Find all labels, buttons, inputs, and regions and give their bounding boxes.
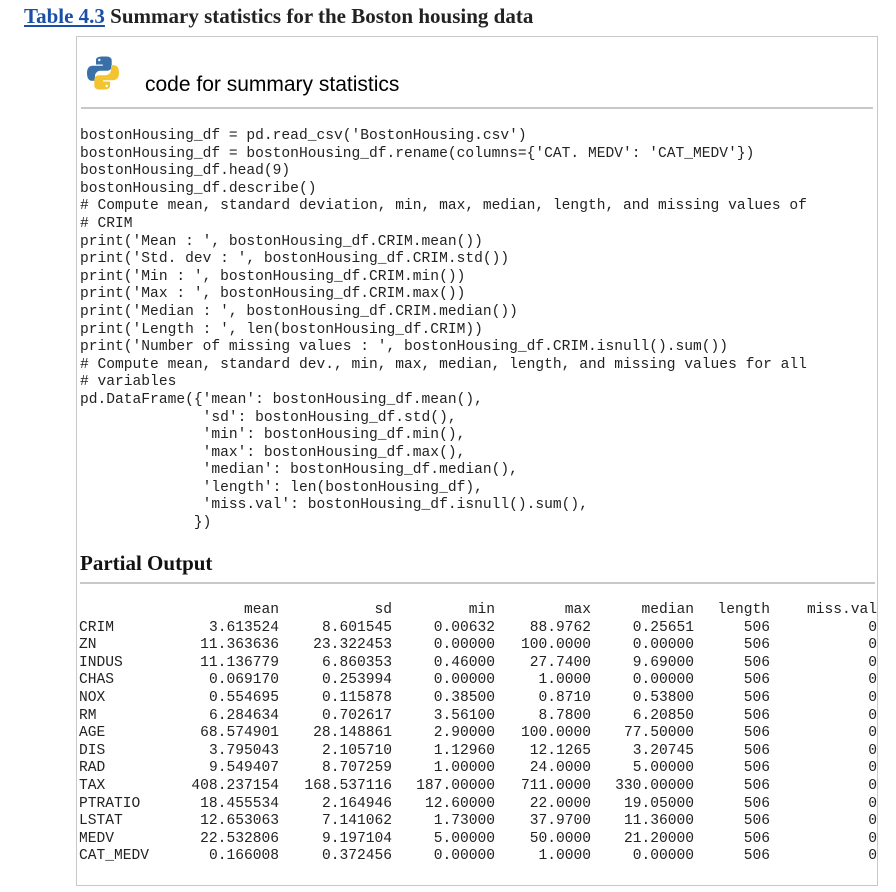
output-header-row [79, 602, 877, 620]
cell-min: 1.73000 [433, 813, 495, 830]
code-line: 'length': len(bostonHousing_df), [80, 479, 483, 496]
row-label: ZN [79, 637, 97, 654]
cell-min: 5.00000 [433, 830, 495, 847]
cell-length: 506 [743, 760, 770, 777]
cell-length: 506 [743, 707, 770, 724]
cell-miss-val: 0 [868, 795, 877, 812]
cell-miss-val: 0 [868, 742, 877, 759]
cell-median: 0.53800 [632, 689, 694, 706]
row-label-header [79, 602, 175, 620]
cell-sd: 168.537116 [304, 777, 392, 794]
code-line: }) [80, 515, 212, 532]
cell-median: 9.69000 [632, 654, 694, 671]
row-label: CAT_MEDV [79, 848, 150, 865]
table-row [79, 655, 877, 673]
cell-miss-val: 0 [868, 689, 877, 706]
row-label: PTRATIO [79, 795, 141, 812]
row-label: RAD [79, 760, 106, 777]
cell-length: 506 [743, 619, 770, 636]
cell-length: 506 [743, 689, 770, 706]
row-label: LSTAT [79, 813, 123, 830]
cell-length: 506 [743, 777, 770, 794]
row-label: CRIM [79, 619, 115, 636]
row-label: AGE [79, 725, 106, 742]
cell-sd: 8.601545 [321, 619, 392, 636]
cell-length: 506 [743, 637, 770, 654]
cell-median: 77.50000 [623, 725, 694, 742]
cell-mean: 0.554695 [208, 689, 279, 706]
code-line: print('Mean : ', bostonHousing_df.CRIM.mean()) [80, 233, 483, 250]
cell-median: 21.20000 [623, 830, 694, 847]
cell-median: 19.05000 [623, 795, 694, 812]
column-header-mean: mean [243, 602, 279, 618]
column-header-length: length [717, 602, 770, 618]
table-row [79, 637, 877, 655]
cell-miss-val: 0 [868, 830, 877, 847]
cell-min: 0.00000 [433, 637, 495, 654]
cell-sd: 8.707259 [321, 760, 392, 777]
table-row [79, 813, 877, 831]
row-label: NOX [79, 689, 106, 706]
cell-mean: 408.237154 [191, 777, 279, 794]
code-line: 'max': bostonHousing_df.max(), [80, 444, 466, 461]
row-label: INDUS [79, 654, 123, 671]
table-number-link[interactable]: Table 4.3 [24, 4, 105, 28]
cell-mean: 0.166008 [208, 848, 279, 865]
cell-max: 8.7800 [538, 707, 591, 724]
cell-sd: 2.105710 [321, 742, 392, 759]
code-line: print('Number of missing values : ', bostonHousing_df.CRIM.isnull().sum()) [80, 339, 729, 356]
cell-mean: 22.532806 [200, 830, 279, 847]
row-label: TAX [79, 777, 106, 794]
cell-mean: 11.136779 [200, 654, 279, 671]
cell-median: 5.00000 [632, 760, 694, 777]
cell-mean: 9.549407 [208, 760, 279, 777]
cell-mean: 12.653063 [200, 813, 279, 830]
cell-min: 0.38500 [433, 689, 495, 706]
table-row [79, 831, 877, 849]
cell-min: 0.00000 [433, 848, 495, 865]
python-logo-icon [85, 55, 121, 91]
code-comment: # Compute mean, standard dev., min, max, median, length, and missing values for all [80, 356, 807, 373]
cell-miss-val: 0 [868, 619, 877, 636]
code-header [81, 53, 873, 109]
cell-median: 6.20850 [632, 707, 694, 724]
cell-max: 12.1265 [529, 742, 591, 759]
cell-sd: 28.148861 [313, 725, 392, 742]
cell-miss-val: 0 [868, 813, 877, 830]
cell-median: 0.00000 [632, 848, 694, 865]
cell-max: 50.0000 [529, 830, 591, 847]
code-header-title: code for summary statistics [145, 73, 400, 96]
row-label: RM [79, 707, 97, 724]
cell-median: 11.36000 [623, 813, 694, 830]
code-comment: # variables [80, 374, 177, 391]
cell-median: 3.20745 [632, 742, 694, 759]
code-line: 'miss.val': bostonHousing_df.isnull().sum(), [80, 497, 588, 514]
cell-mean: 11.363636 [200, 637, 279, 654]
cell-sd: 0.702617 [321, 707, 392, 724]
cell-max: 1.0000 [538, 672, 591, 689]
cell-length: 506 [743, 813, 770, 830]
cell-min: 2.90000 [433, 725, 495, 742]
table-heading [24, 4, 533, 29]
cell-sd: 9.197104 [321, 830, 392, 847]
cell-mean: 0.069170 [208, 672, 279, 689]
cell-length: 506 [743, 795, 770, 812]
cell-length: 506 [743, 672, 770, 689]
table-row [79, 848, 877, 866]
cell-max: 22.0000 [529, 795, 591, 812]
cell-sd: 23.322453 [313, 637, 392, 654]
code-line: bostonHousing_df = pd.read_csv('BostonHousing.csv') [80, 128, 527, 144]
cell-median: 0.25651 [632, 619, 694, 636]
table-row [79, 690, 877, 708]
cell-min: 0.00632 [433, 619, 495, 636]
code-line: print('Max : ', bostonHousing_df.CRIM.max()) [80, 286, 466, 303]
cell-median: 0.00000 [632, 637, 694, 654]
cell-miss-val: 0 [868, 672, 877, 689]
cell-sd: 0.372456 [321, 848, 392, 865]
cell-mean: 6.284634 [208, 707, 279, 724]
cell-sd: 0.253994 [321, 672, 392, 689]
table-row [79, 708, 877, 726]
table-row [79, 743, 877, 761]
cell-length: 506 [743, 848, 770, 865]
cell-mean: 3.795043 [208, 742, 279, 759]
cell-miss-val: 0 [868, 725, 877, 742]
cell-mean: 68.574901 [200, 725, 279, 742]
cell-mean: 3.613524 [208, 619, 279, 636]
cell-min: 3.56100 [433, 707, 495, 724]
output-divider [80, 582, 875, 584]
table-row [79, 760, 877, 778]
code-line: bostonHousing_df.describe() [80, 180, 317, 197]
table-row [79, 796, 877, 814]
cell-max: 37.9700 [529, 813, 591, 830]
code-comment: # Compute mean, standard deviation, min, max, median, length, and missing values of [80, 198, 807, 215]
table-row [79, 672, 877, 690]
cell-max: 0.8710 [538, 689, 591, 706]
content-panel [76, 36, 878, 886]
output-title: Partial Output [80, 551, 213, 575]
cell-max: 24.0000 [529, 760, 591, 777]
cell-length: 506 [743, 725, 770, 742]
table-title: Summary statistics for the Boston housing data [110, 4, 534, 28]
cell-min: 187.00000 [416, 777, 495, 794]
cell-length: 506 [743, 830, 770, 847]
code-line: print('Std. dev : ', bostonHousing_df.CRIM.std()) [80, 251, 510, 268]
cell-median: 0.00000 [632, 672, 694, 689]
table-row [79, 725, 877, 743]
cell-miss-val: 0 [868, 777, 877, 794]
cell-min: 1.00000 [433, 760, 495, 777]
cell-miss-val: 0 [868, 707, 877, 724]
cell-miss-val: 0 [868, 654, 877, 671]
cell-mean: 18.455534 [200, 795, 279, 812]
cell-length: 506 [743, 654, 770, 671]
code-line: bostonHousing_df.head(9) [80, 163, 291, 180]
code-block [80, 128, 876, 533]
code-line: pd.DataFrame({'mean': bostonHousing_df.mean(), [80, 391, 483, 408]
column-header-miss-val: miss.val [806, 602, 877, 618]
cell-miss-val: 0 [868, 637, 877, 654]
code-line: bostonHousing_df = bostonHousing_df.rename(columns={'CAT. MEDV': 'CAT_MEDV'}) [80, 145, 755, 162]
output-table [79, 602, 877, 866]
cell-max: 100.0000 [520, 725, 591, 742]
column-header-min: min [468, 602, 495, 618]
table-row [79, 778, 877, 796]
cell-sd: 7.141062 [321, 813, 392, 830]
cell-max: 27.7400 [529, 654, 591, 671]
cell-max: 1.0000 [538, 848, 591, 865]
cell-sd: 0.115878 [321, 689, 392, 706]
cell-sd: 2.164946 [321, 795, 392, 812]
code-line: 'sd': bostonHousing_df.std(), [80, 409, 457, 426]
column-header-sd: sd [374, 602, 392, 618]
code-line: 'min': bostonHousing_df.min(), [80, 427, 466, 444]
code-line: 'median': bostonHousing_df.median(), [80, 462, 518, 479]
cell-miss-val: 0 [868, 760, 877, 777]
code-line: print('Length : ', len(bostonHousing_df.CRIM)) [80, 321, 483, 338]
code-line: print('Median : ', bostonHousing_df.CRIM.median()) [80, 303, 518, 320]
cell-min: 1.12960 [433, 742, 495, 759]
cell-sd: 6.860353 [321, 654, 392, 671]
cell-min: 0.00000 [433, 672, 495, 689]
row-label: MEDV [79, 830, 115, 847]
cell-max: 100.0000 [520, 637, 591, 654]
cell-max: 711.0000 [520, 777, 591, 794]
row-label: DIS [79, 742, 106, 759]
cell-min: 12.60000 [424, 795, 495, 812]
code-comment: # CRIM [80, 215, 133, 232]
cell-max: 88.9762 [529, 619, 591, 636]
cell-median: 330.00000 [615, 777, 694, 794]
table-row [79, 620, 877, 638]
cell-miss-val: 0 [868, 848, 877, 865]
row-label: CHAS [79, 672, 115, 689]
code-line: print('Min : ', bostonHousing_df.CRIM.min()) [80, 268, 466, 285]
column-header-max: max [564, 602, 591, 618]
cell-length: 506 [743, 742, 770, 759]
cell-min: 0.46000 [433, 654, 495, 671]
column-header-median: median [641, 602, 694, 618]
